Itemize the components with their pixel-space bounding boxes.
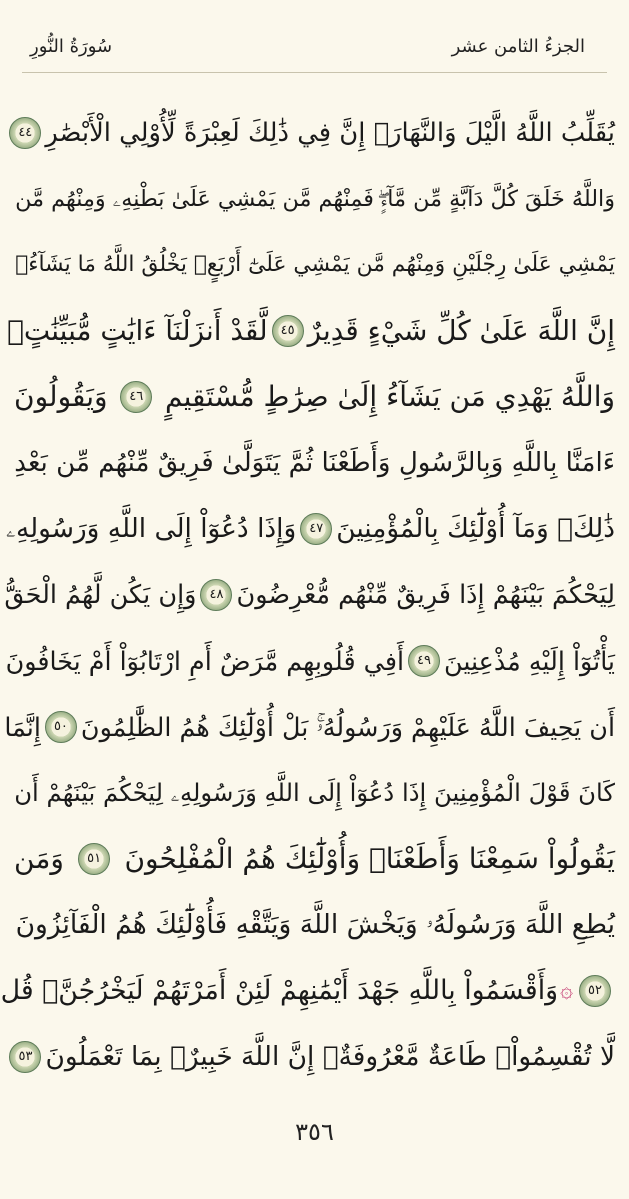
text-line — [14, 826, 615, 892]
page-number: ٣٥٦ — [295, 1118, 334, 1146]
juz-title: الجزءُ الثامن عشر — [451, 36, 585, 57]
verse-text: لَّا تُقْسِمُواْۖ طَاعَةٌ مَّعْرُوفَةٌۚ إِنَّ اللَّهَ خَبِيرٌۢ بِمَا تَعْمَلُونَ — [45, 1041, 615, 1072]
ayah-number-marker: ٤٨ — [200, 579, 232, 611]
text-line — [14, 430, 615, 496]
text-line — [5, 496, 615, 562]
verse-text: وَاللَّهُ يَهْدِي مَن يَشَآءُ إِلَىٰ صِرَٰطٍ مُّسْتَقِيمٍ — [164, 380, 615, 413]
ayah-number-marker: ٥١ — [78, 843, 110, 875]
surah-title: سُورَةُ النُّورِ — [30, 36, 113, 57]
verse-text: وَاللَّهُ خَلَقَ كُلَّ دَآبَّةٍ مِّن مَّآءٍۖ فَمِنْهُم مَّن يَمْشِي عَلَىٰ بَطْنِهِۦ وَمِنْهُم مَّن — [15, 186, 615, 212]
ayah-number-marker: ٤٦ — [120, 381, 152, 413]
verse-text: لَّقَدْ أَنزَلْنَآ ءَايَٰتٍ مُّبَيِّنَٰتٍۚ — [7, 314, 268, 347]
verse-text: يَمْشِي عَلَىٰ رِجْلَيْنِ وَمِنْهُم مَّن يَمْشِي عَلَىٰٓ أَرْبَعٍۚ يَخْلُقُ اللَّهُ مَا يَشَآءُۚ — [15, 252, 615, 277]
ayah-number-marker: ٥٢ — [579, 975, 611, 1007]
text-line — [14, 760, 615, 826]
verse-text: إِنَّمَا — [4, 712, 41, 742]
text-line — [14, 892, 615, 958]
verse-text: يُطِعِ اللَّهَ وَرَسُولَهُۥ وَيَخْشَ اللَّهَ وَيَتَّقْهِ فَأُوْلَٰٓئِكَ هُمُ الْفَآئِزُونَ — [15, 909, 615, 940]
page-header — [0, 0, 629, 84]
verse-text: يُقَلِّبُ اللَّهُ الَّيْلَ وَالنَّهَارَۚ إِنَّ فِي ذَٰلِكَ لَعِبْرَةً لِّأُوْلِي الْأَبْصَٰرِ — [45, 118, 615, 148]
verse-text: يَقُولُواْ سَمِعْنَا وَأَطَعْنَاۚ وَأُوْلَٰٓئِكَ هُمُ الْمُفْلِحُونَ — [124, 842, 615, 875]
text-line — [7, 298, 615, 364]
quran-text-block — [0, 100, 615, 1100]
ayah-number-marker: ٤٤ — [9, 117, 41, 149]
text-line — [14, 364, 615, 430]
text-line — [4, 694, 615, 760]
verse-text: كَانَ قَوْلَ الْمُؤْمِنِينَ إِذَا دُعُوٓاْ إِلَى اللَّهِ وَرَسُولِهِۦ لِيَحْكُمَ بَيْنَهُمْ أَن — [14, 778, 615, 807]
verse-text: وَيَقُولُونَ — [14, 380, 108, 413]
verse-text: وَإِن يَكُن لَّهُمُ الْحَقُّ — [4, 580, 197, 610]
text-line — [5, 628, 615, 694]
text-line — [0, 958, 615, 1024]
verse-text: أَن يَحِيفَ اللَّهُ عَلَيْهِمْ وَرَسُولُهُۥۚ بَلْ أُوْلَٰٓئِكَ هُمُ الظَّٰلِمُونَ — [80, 712, 615, 742]
ayah-number-marker: ٤٧ — [300, 513, 332, 545]
text-line — [14, 166, 615, 232]
ayah-number-marker: ٥٠ — [45, 711, 77, 743]
verse-text: وَأَقْسَمُواْ بِاللَّهِ جَهْدَ أَيْمَٰنِهِمْ لَئِنْ أَمَرْتَهُمْ لَيَخْرُجُنَّۖ قُل — [0, 975, 559, 1006]
verse-text: لِيَحْكُمَ بَيْنَهُمْ إِذَا فَرِيقٌ مِّنْهُم مُّعْرِضُونَ — [236, 580, 615, 610]
ayah-number-marker: ٤٥ — [272, 315, 304, 347]
verse-text: أَفِي قُلُوبِهِم مَّرَضٌ أَمِ ارْتَابُوٓاْ أَمْ يَخَافُونَ — [5, 646, 405, 676]
text-line — [14, 232, 615, 298]
verse-text: وَمَن — [14, 842, 64, 875]
verse-text: ءَامَنَّا بِاللَّهِ وَبِالرَّسُولِ وَأَطَعْنَا ثُمَّ يَتَوَلَّىٰ فَرِيقٌ مِّنْهُم مِّن بَعْدِ — [14, 448, 615, 478]
rub-el-hizb-icon: ۞ — [560, 978, 573, 1003]
ayah-number-marker: ٥٣ — [9, 1041, 41, 1073]
ayah-number-marker: ٤٩ — [408, 645, 440, 677]
verse-text: يَأْتُوٓاْ إِلَيْهِ مُذْعِنِينَ — [444, 646, 615, 676]
verse-text: إِنَّ اللَّهَ عَلَىٰ كُلِّ شَيْءٍ قَدِيرٌ — [307, 314, 615, 347]
header-divider — [22, 72, 607, 73]
text-line — [14, 1024, 615, 1090]
text-line — [14, 100, 615, 166]
text-line — [4, 562, 615, 628]
verse-text: وَإِذَا دُعُوٓاْ إِلَى اللَّهِ وَرَسُولِهِۦ — [5, 513, 297, 544]
verse-text: ذَٰلِكَۚ وَمَآ أُوْلَٰٓئِكَ بِالْمُؤْمِنِينَ — [336, 513, 615, 544]
